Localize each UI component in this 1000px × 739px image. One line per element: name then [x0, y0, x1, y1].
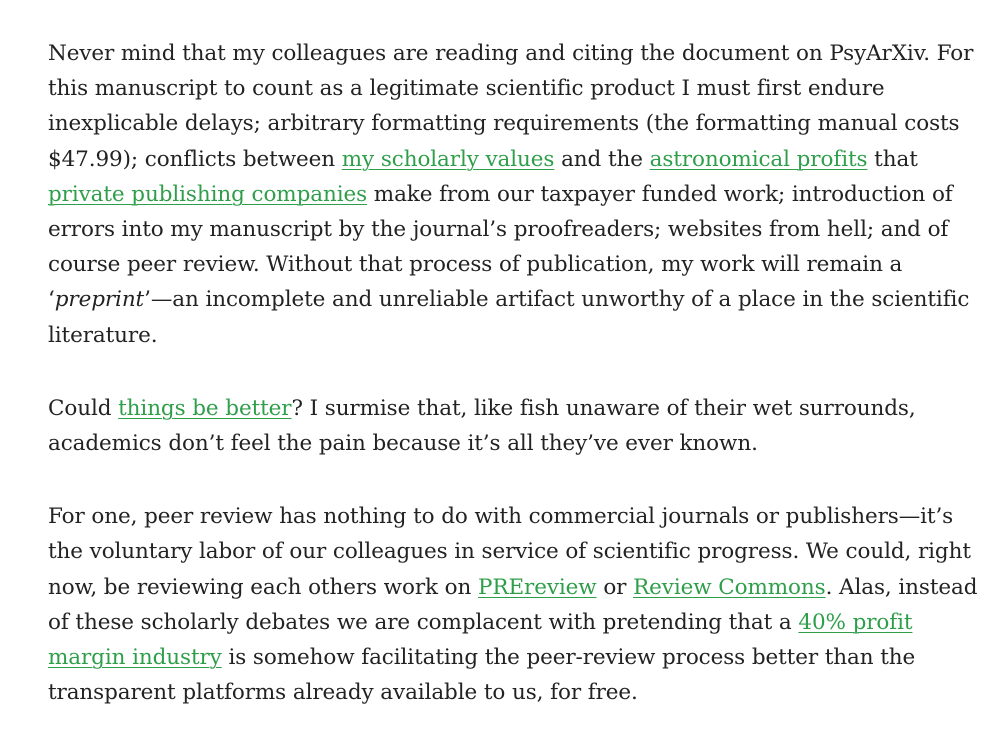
text-span: For one, peer review has nothing to do with commercial journals or publishers—it’s the voluntary labor of our colleagues in service of scientific progress. We could, right now, be reviewing each others work on — [48, 504, 971, 600]
paragraph-things-be-better — [48, 391, 978, 461]
text-span: and the — [554, 146, 650, 172]
text-span: ’—an incomplete and unreliable artifact unworthy of a place in the scientific literature. — [48, 287, 970, 348]
emphasis-preprint: preprint — [54, 287, 145, 313]
link-prereview[interactable]: PREreview — [477, 574, 597, 600]
link-review-commons[interactable]: Review Commons — [633, 574, 826, 600]
link-private-publishing-companies[interactable]: private publishing companies — [48, 181, 368, 207]
text-span: is somehow facilitating the peer-review process better than the transparent platforms already available to us, for free. — [48, 645, 916, 706]
text-span: that — [867, 146, 918, 172]
text-span: Never mind that my colleagues are reading and citing the document on PsyArXiv. For this manuscript to count as a legitimate scientific product I must first endure inexplicable delays; arbitrary formatting requirements (the formatting manual costs $47.99); conflicts between — [48, 41, 974, 172]
link-my-scholarly-values[interactable]: my scholarly values — [341, 146, 555, 172]
article-body — [48, 36, 978, 710]
link-things-be-better[interactable]: things be better — [118, 395, 292, 421]
link-astronomical-profits[interactable]: astronomical profits — [649, 146, 868, 172]
text-span: . Alas, instead of these scholarly debates we are complacent with pretending that a — [48, 574, 978, 635]
paragraph-peer-review — [48, 499, 978, 710]
text-span: ? I surmise that, like fish unaware of their wet surrounds, academics don’t feel the pain because it’s all they’ve ever known. — [48, 395, 916, 457]
paragraph-preprint — [48, 36, 978, 353]
link-profit-margin-industry[interactable]: 40% profit margin industry — [48, 609, 913, 671]
text-span: or — [596, 574, 634, 600]
text-span: Could — [48, 395, 119, 421]
text-span: make from our taxpayer funded work; introduction of errors into my manuscript by the journal’s proofreaders; websites from hell; and of course peer review. Without that process of publication, my work will remain a ‘ — [48, 181, 953, 313]
